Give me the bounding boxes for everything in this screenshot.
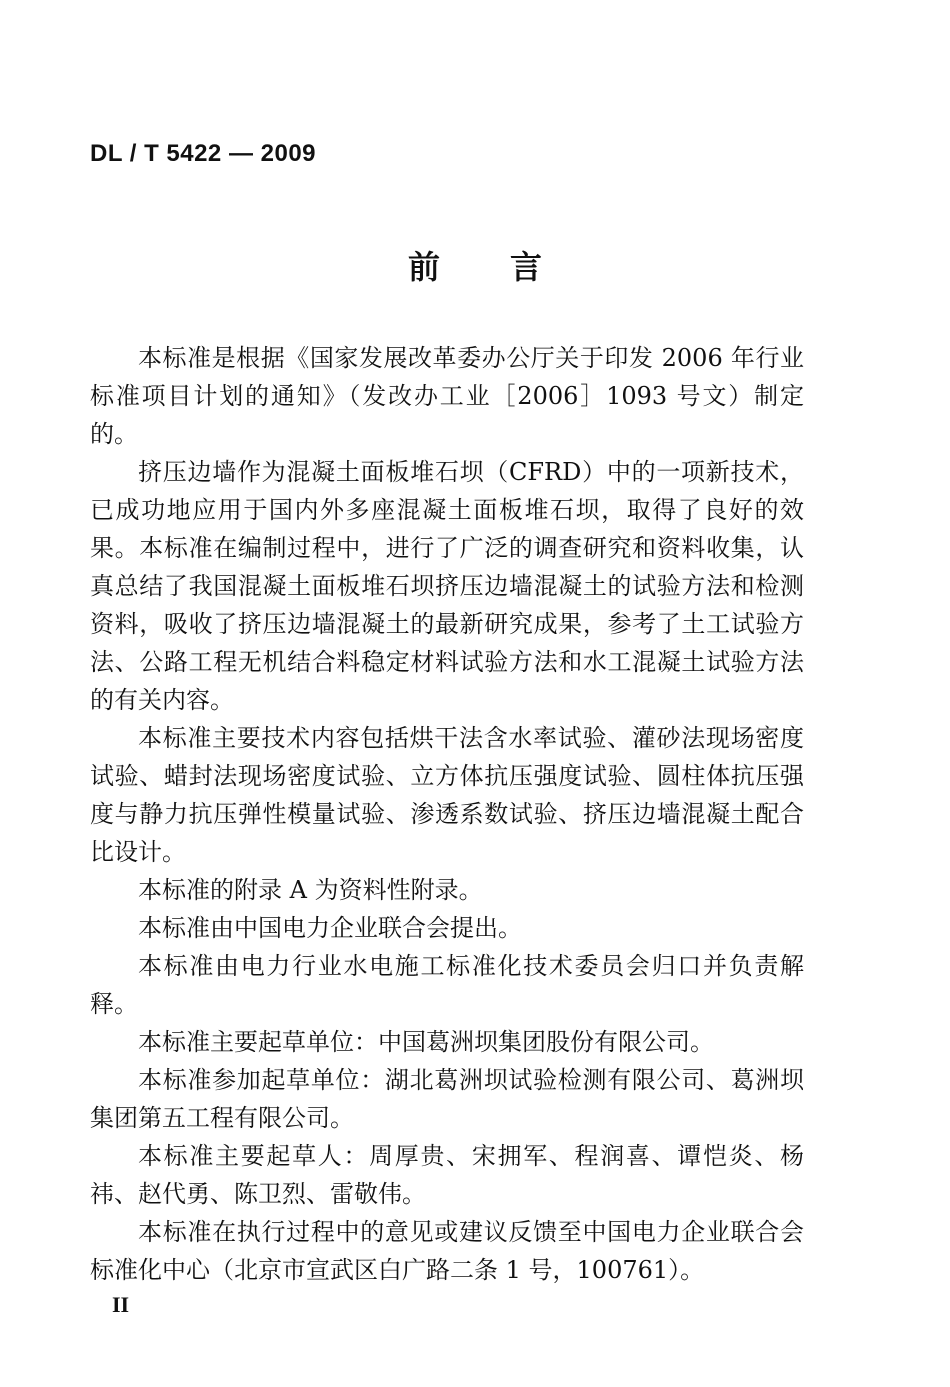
paragraph: 本标准是根据《国家发展改革委办公厅关于印发 2006 年行业标准项目计划的通知》（发改办工业［2006］1093 号文）制定的。 <box>90 344 804 448</box>
paragraph: 本标准主要起草单位：中国葛洲坝集团股份有限公司。 <box>138 1028 714 1056</box>
page-title: 前言 <box>407 248 612 286</box>
paragraph: 本标准在执行过程中的意见或建议反馈至中国电力企业联合会标准化中心（北京市宣武区白广路二条 1 号，100761）。 <box>90 1218 804 1284</box>
paragraph: 本标准的附录 A 为资料性附录。 <box>138 876 483 904</box>
page-number: II <box>112 1292 130 1317</box>
preface-body <box>90 339 804 1289</box>
paragraph: 本标准主要起草人：周厚贵、宋拥军、程润喜、谭恺炎、杨祎、赵代勇、陈卫烈、雷敬伟。 <box>90 1142 804 1208</box>
paragraph: 本标准由中国电力企业联合会提出。 <box>138 914 522 942</box>
paragraph: 挤压边墙作为混凝土面板堆石坝（CFRD）中的一项新技术，已成功地应用于国内外多座混凝土面板堆石坝，取得了良好的效果。本标准在编制过程中，进行了广泛的调查研究和资料收集，认真总结了我国混凝土面板堆石坝挤压边墙混凝土的试验方法和检测资料，吸收了挤压边墙混凝土的最新研究成果，参考了土工试验方法、公路工程无机结合料稳定材料试验方法和水工混凝土试验方法的有关内容。 <box>90 458 804 714</box>
paragraph: 本标准由电力行业水电施工标准化技术委员会归口并负责解释。 <box>90 952 804 1018</box>
paragraph: 本标准主要技术内容包括烘干法含水率试验、灌砂法现场密度试验、蜡封法现场密度试验、立方体抗压强度试验、圆柱体抗压强度与静力抗压弹性模量试验、渗透系数试验、挤压边墙混凝土配合比设计。 <box>90 724 804 866</box>
standard-code: DL / T 5422 — 2009 <box>90 140 317 167</box>
paragraph: 本标准参加起草单位：湖北葛洲坝试验检测有限公司、葛洲坝集团第五工程有限公司。 <box>90 1066 804 1132</box>
